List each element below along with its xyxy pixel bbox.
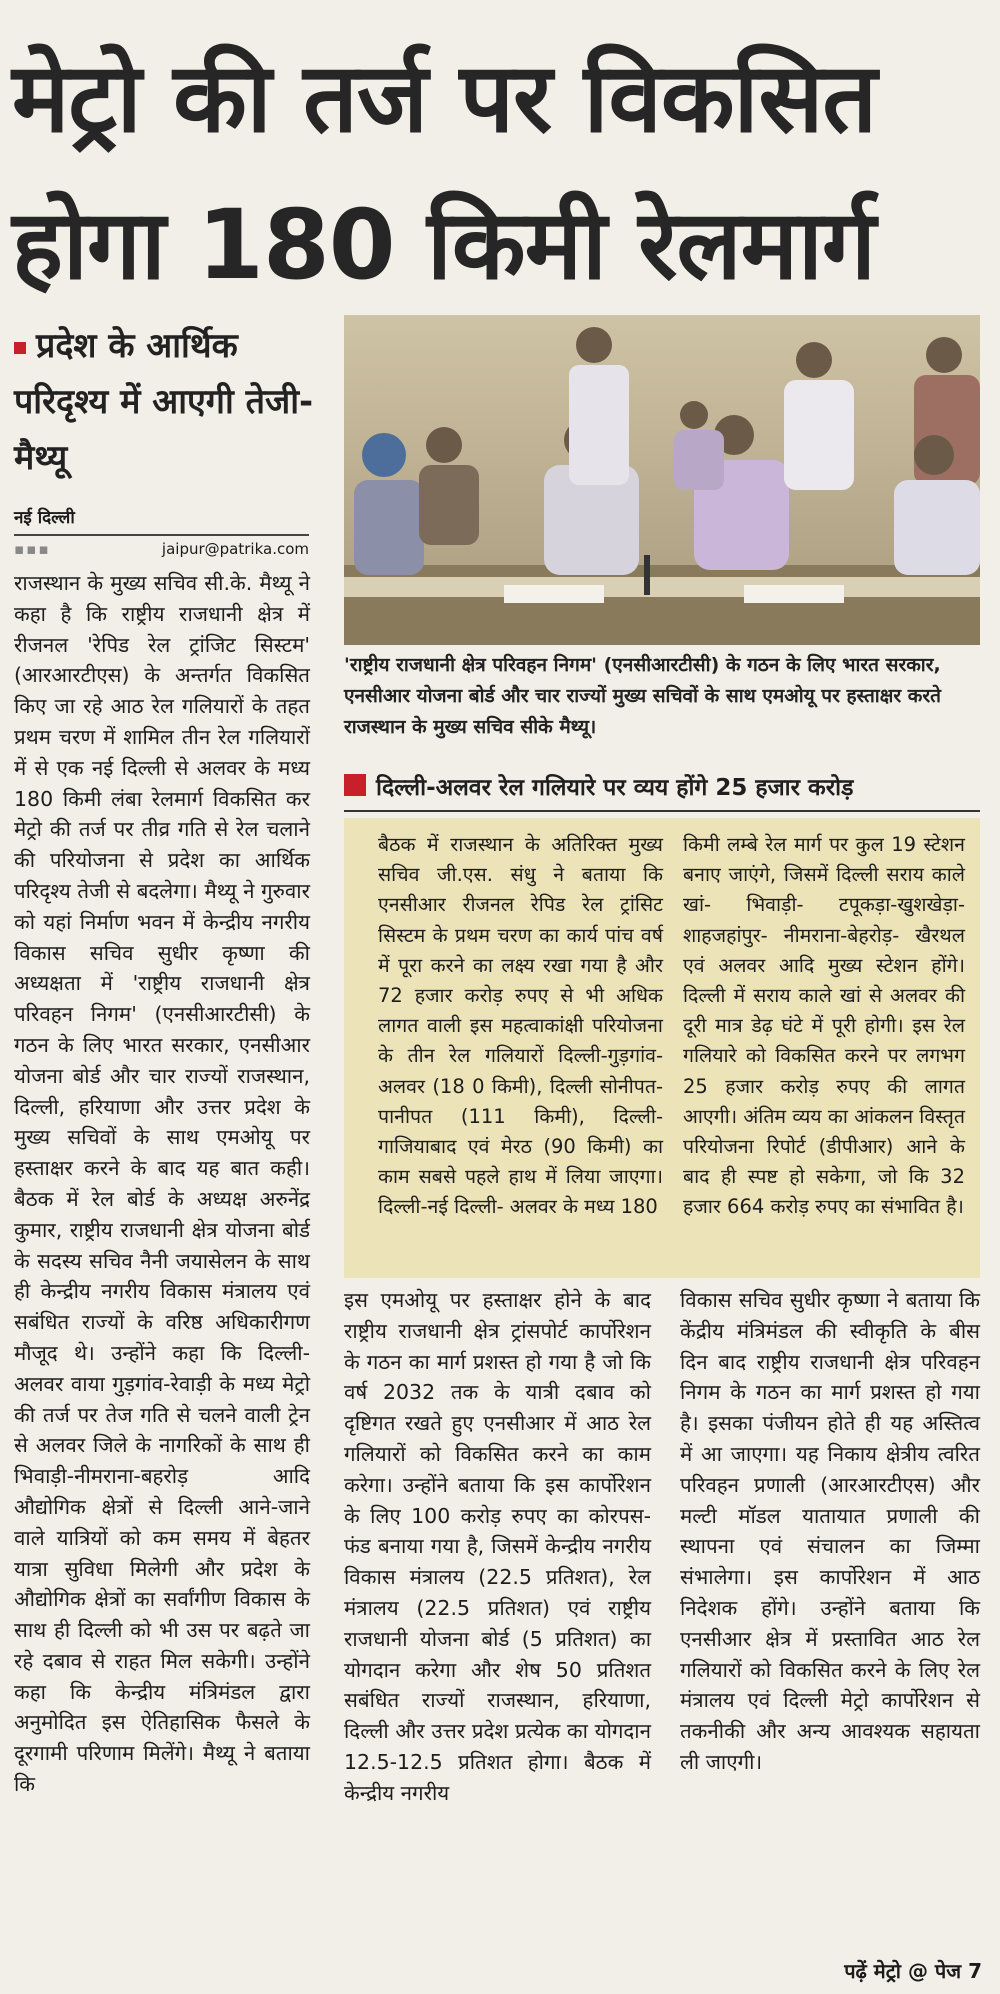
headline-line-2: होगा 180 किमी रेलमार्ग (12, 189, 875, 301)
red-square-icon (14, 342, 26, 354)
email-address: jaipur@patrika.com (161, 540, 309, 558)
article-column-3: विकास सचिव सुधीर कृष्णा ने बताया कि केंद्रीय मंत्रिमंडल की स्वीकृति के बीस दिन बाद राष्ट्रीय राजधानी क्षेत्र परिवहन निगम के गठन का मार्ग प्रशस्त हो गया है। इसका पंजीयन होते ही यह अस्तित्व में आ जाएगा। यह निकाय क्षेत्रीय त्वरित परिवहन प्रणाली (आरआरटीएस) और मल्टी मॉडल यातायात प्रणाली की स्थापना एवं संचालन का जिम्मा संभालेगा। इस कार्पोरेशन में आठ निदेशक होंगे। उन्होंने बताया कि एनसीआर क्षेत्र में प्रस्तावित आठ रेल गलियारों को विकसित करने के लिए रेल मंत्रालय एवं दिल्ली मेट्रो कार्पोरेशन से तकनीकी और अन्य आवश्यक सहायता ली जाएगी। (680, 1288, 980, 1774)
subheadline (14, 318, 314, 486)
article-column-1: राजस्थान के मुख्य सचिव सी.के. मैथ्यू ने कहा है कि राष्ट्रीय राजधानी क्षेत्र में रीजनल 'रेपिड रेल ट्रांजिट सिस्टम' (आरआरटीएस) के अन्तर्गत विकसित किए जा रहे आठ रेल गलियारों के तहत प्रथम चरण में शामिल तीन रेल गलियारों में से एक नई दिल्ली से अलवर के मध्य 180 किमी लंबा रेलमार्ग विकसित कर मेट्रो की तर्ज पर तीव्र गति से रेल चलाने की परियोजना से प्रदेश का आर्थिक परिदृश्य तेजी से बदलेगा। मैथ्यू ने गुरुवार को यहां निर्माण भवन में केन्द्रीय नगरीय विकास सचिव सुधीर कृष्णा की अध्यक्षता में 'राष्ट्रीय राजधानी क्षेत्र परिवहन निगम' (एनसीआरटीसी) के गठन के लिए भारत सरकार, एनसीआर योजना बोर्ड और चार राज्यों राजस्थान, दिल्ली, हरियाणा और उत्तर प्रदेश के मुख्य सचिवों के साथ एमओयू पर हस्ताक्षर करने के बाद यह बात कही। बैठक में रेल बोर्ड के अध्यक्ष अरुनेंद्र कुमार, राष्ट्रीय राजधानी क्षेत्र योजना बोर्ड के सदस्य सचिव नैनी जयासेलन के साथ ही केन्द्रीय नगरीय विकास मंत्रालय एवं सबंधित राज्यों के वरिष्ठ अधिकारीगण मौजूद थे। उन्होंने कहा कि दिल्ली-अलवर वाया गुड़गांव-रेवाड़ी के मध्य मेट्रो की तर्ज पर तेज गति से चलने वाली ट्रेन से अलवर जिले के नागरिकों के साथ ही भिवाड़ी-नीमराना-बहरोड़ आदि औद्योगिक क्षेत्रों से दिल्ली आने-जाने वाले यात्रियों को कम समय में बेहतर यात्रा सुविधा मिलेगी और प्रदेश के औद्योगिक क्षेत्रों का सर्वांगीण विकास के साथ ही दिल्ली को भी उस पर बढ़ते जा रहे दबाव से राहत मिल सकेगी। उन्होंने कहा कि केन्द्रीय मंत्रिमंडल द्वारा अनुमोदित इस ऐतिहासिक फैसले के दूरगामी परिणाम मिलेंगे। मैथ्यू ने बताया कि (14, 571, 310, 1797)
photo-caption: 'राष्ट्रीय राजधानी क्षेत्र परिवहन निगम' (एनसीआरटीसी) के गठन के लिए भारत सरकार, एनसीआर योजना बोर्ड और चार राज्यों मुख्य सचिवों के साथ एमओयू पर हस्ताक्षर करते राजस्थान के मुख्य सचिव सीके मैथ्यू। (344, 654, 941, 738)
news-photo (344, 315, 980, 645)
meeting-photo-image (344, 315, 980, 645)
bullet-dots-icon: ▪▪▪ (14, 540, 51, 558)
sidebar-box-headline-text: दिल्ली-अलवर रेल गलियारे पर व्यय होंगे 25 हजार करोड़ (376, 775, 854, 801)
byline (14, 540, 309, 558)
continued-on-page: पढ़ें मेट्रो @ पेज 7 (844, 1959, 982, 1983)
sidebar-box-headline (344, 770, 980, 812)
headline-line-1: मेट्रो की तर्ज पर विकसित (12, 42, 877, 154)
red-square-icon (344, 774, 366, 796)
subheadline-text: प्रदेश के आर्थिक परिदृश्य में आएगी तेजी- मैथ्यू (14, 326, 314, 478)
dateline: नई दिल्ली (14, 505, 309, 536)
article-column-2: इस एमओयू पर हस्ताक्षर होने के बाद राष्ट्रीय राजधानी क्षेत्र ट्रांसपोर्ट कार्पोरेशन के गठन का मार्ग प्रशस्त हो गया है जो कि वर्ष 2032 तक के यात्री दबाव को दृष्टिगत रखते हुए एनसीआर में आठ रेल गलियारों को विकसित करने का काम करेगा। उन्होंने बताया कि इस कार्पोरेशन के लिए 100 करोड़ रुपए का कोरपस-फंड बनाया गया है, जिसमें केन्द्रीय नगरीय विकास मंत्रालय (22.5 प्रतिशत), रेल मंत्रालय (22.5 प्रतिशत) एवं राष्ट्रीय राजधानी योजना बोर्ड (5 प्रतिशत) का योगदान करेगा और शेष 50 प्रतिशत सबंधित राज्यों राजस्थान, हरियाणा, दिल्ली और उत्तर प्रदेश प्रत्येक का योगदान 12.5-12.5 प्रतिशत होगा। बैठक में केन्द्रीय नगरीय (344, 1288, 651, 1805)
sidebar-box-column-2: किमी लम्बे रेल मार्ग पर कुल 19 स्टेशन बनाए जाएंगे, जिसमें दिल्ली सराय काले खां- भिवाड़ी- टपूकड़ा-खुशखेड़ा- शाहजहांपुर- नीमराना-बेहरोड़- खैरथल एवं अलवर आदि मुख्य स्टेशन होंगे। दिल्ली में सराय काले खां से अलवर की दूरी मात्र डेढ़ घंटे में पूरी होगी। इस रेल गलियारे को विकसित करने पर लगभग 25 हजार करोड़ रुपए की लागत आएगी। अंतिम व्यय का आंकलन विस्तृत परियोजना रिपोर्ट (डीपीआर) आने के बाद ही स्पष्ट हो सकेगा, जो कि 32 हजार 664 करोड़ रुपए का संभावित है। (683, 833, 965, 1219)
sidebar-box-column-1: बैठक में राजस्थान के अतिरिक्त मुख्य सचिव जी.एस. संधु ने बताया कि एनसीआर रीजनल रेपिड रेल ट्रांसिट सिस्टम के प्रथम चरण का कार्य पांच वर्ष में पूरा करने का लक्ष्य रखा गया है और 72 हजार करोड़ रुपए से भी अधिक लागत वाली इस महत्वाकांक्षी परियोजना के तीन रेल गलियारों दिल्ली-गुड़गांव-अलवर (18 0 किमी), दिल्ली सोनीपत-पानीपत (111 किमी), दिल्ली-गाजियाबाद एवं मेरठ (90 किमी) का काम सबसे पहले हाथ में लिया जाएगा। दिल्ली-नई दिल्ली- अलवर के मध्य 180 (378, 833, 663, 1219)
